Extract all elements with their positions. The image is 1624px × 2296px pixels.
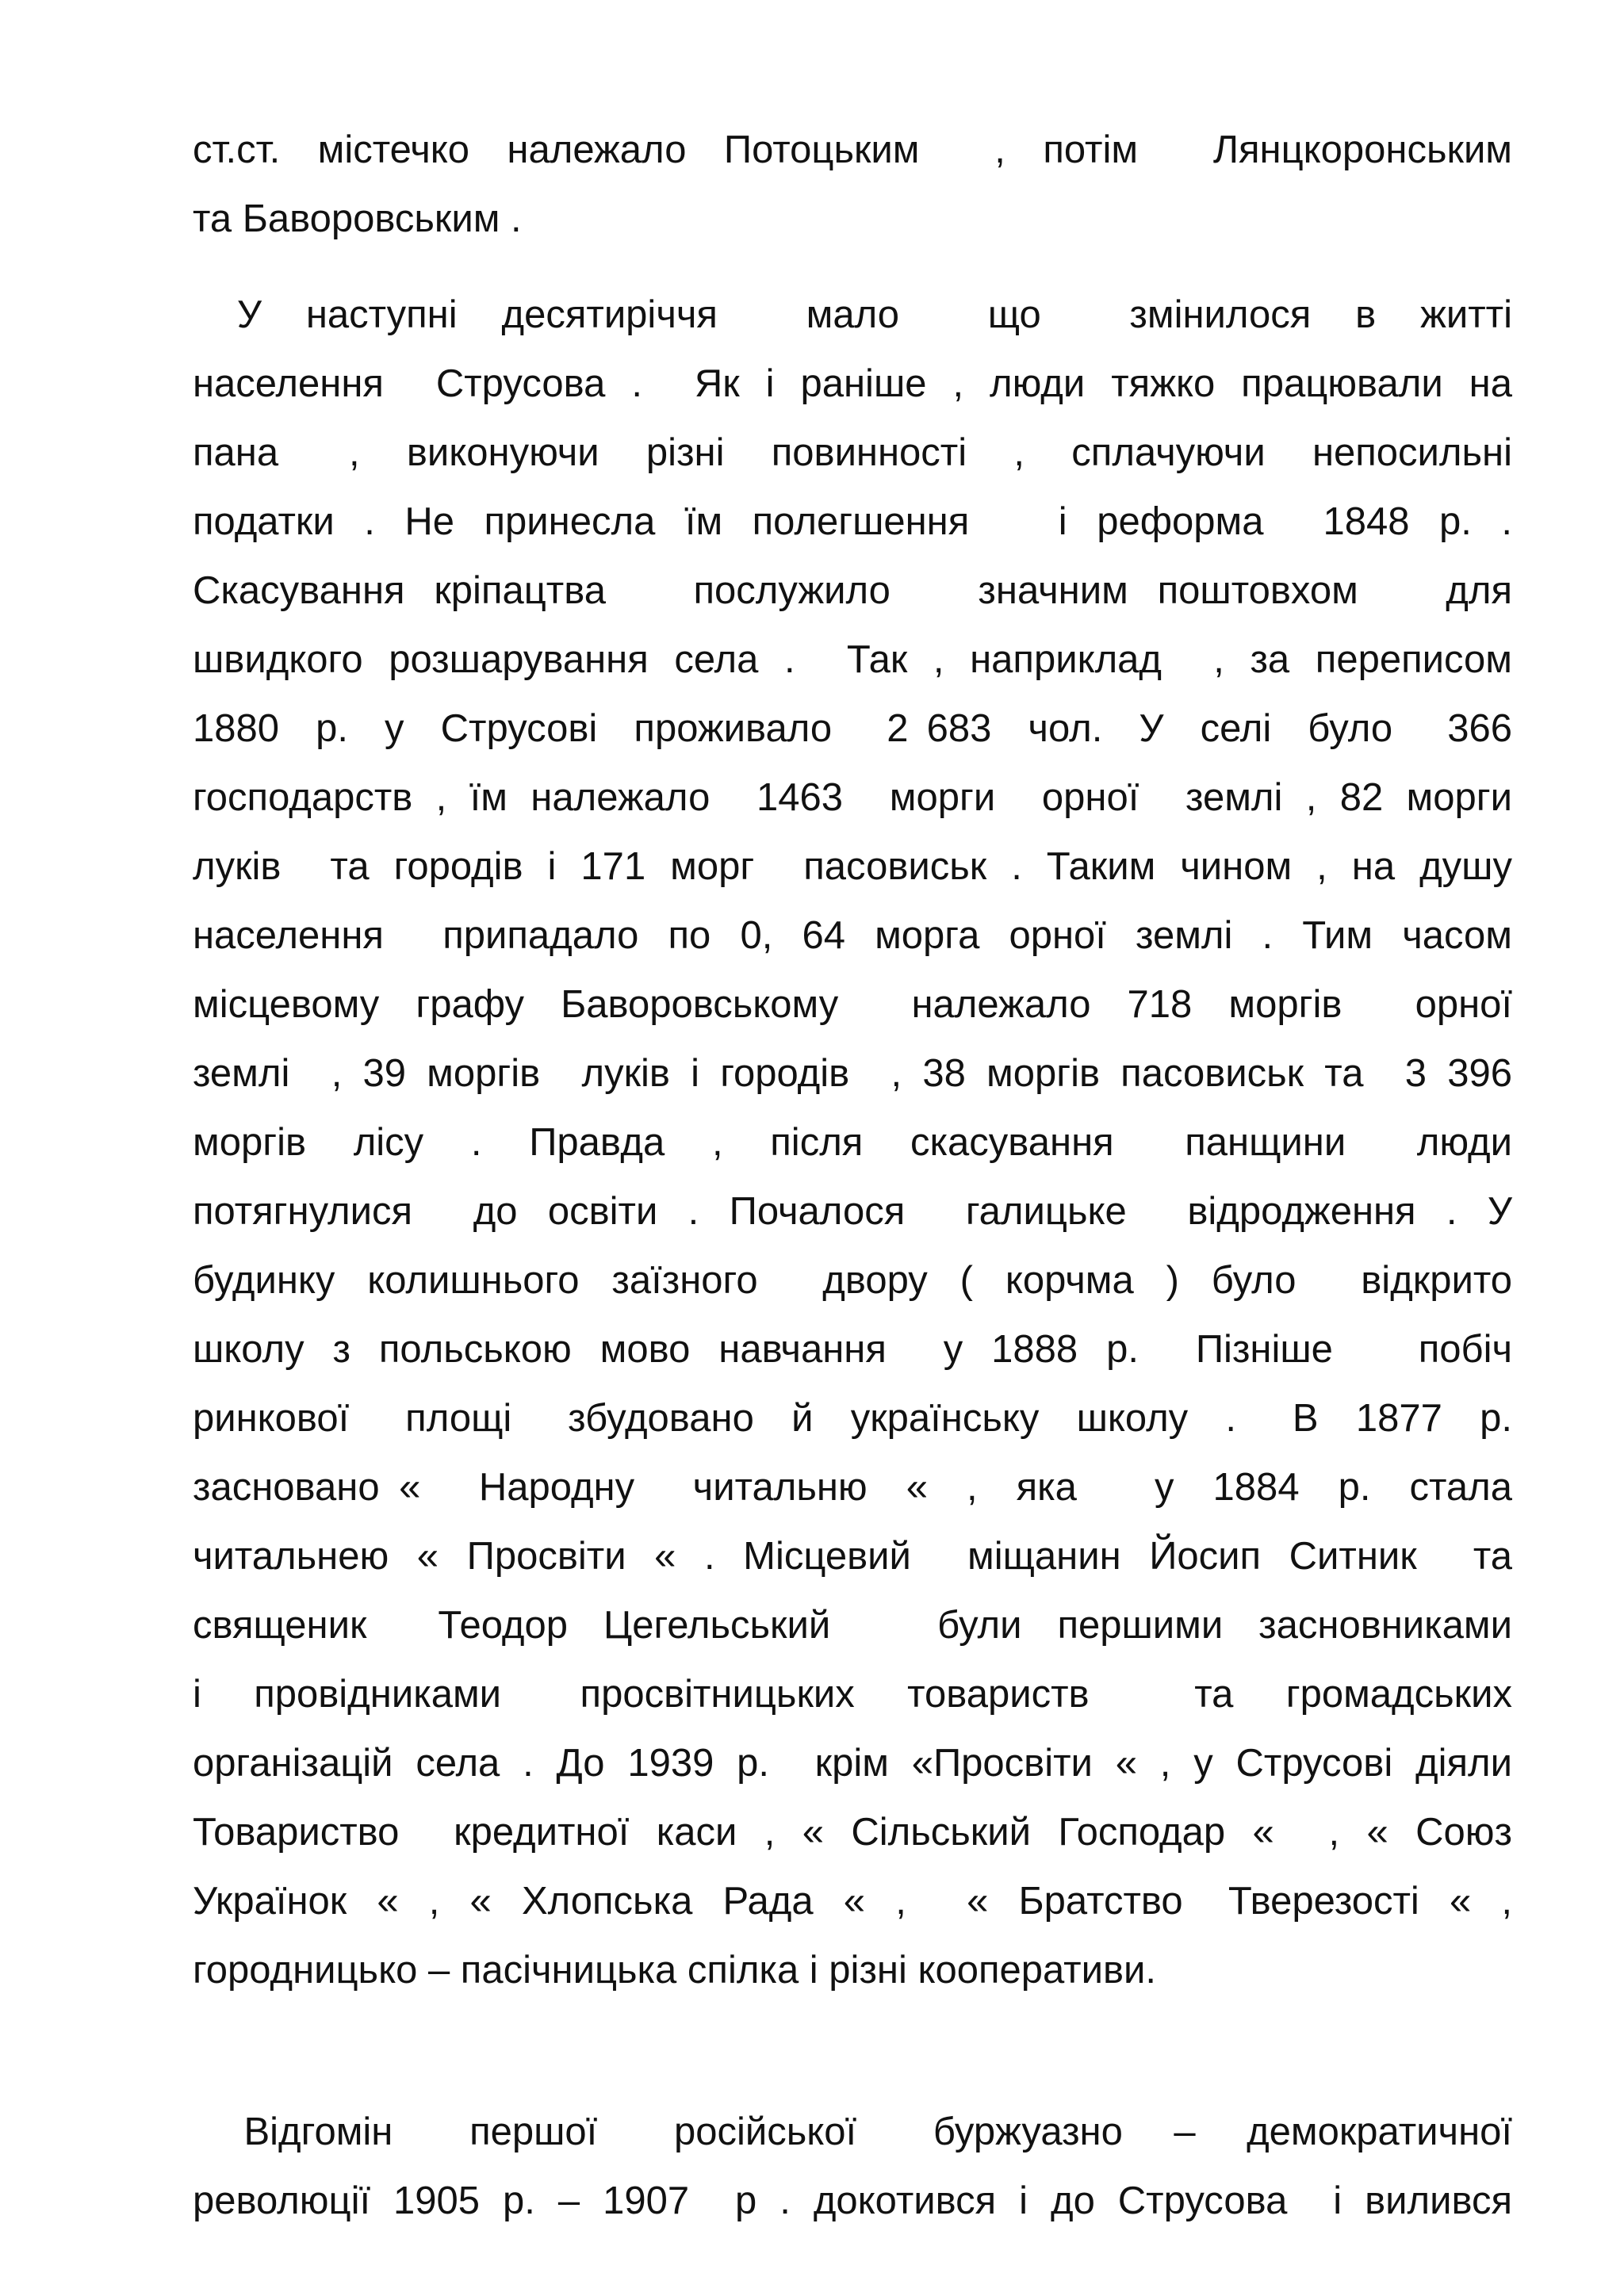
paragraph-1 bbox=[193, 116, 1512, 254]
text-line: будинку колишнього заїзного двору ( корчма ) було відкрито bbox=[193, 1259, 1512, 1302]
text-line: школу з польською мово навчання у 1888 р. Пізніше побіч bbox=[193, 1328, 1512, 1371]
text-line: Українок « , « Хлопська Рада « , « Братство Тверезості « , bbox=[193, 1880, 1512, 1923]
text-line: засновано « Народну читальню « , яка у 1884 р. стала bbox=[193, 1466, 1512, 1509]
text-line: пана , виконуючи різні повинності , сплачуючи непосильні bbox=[193, 431, 1512, 474]
text-line: землі , 39 моргів луків і городів , 38 моргів пасовиськ та 3 396 bbox=[193, 1052, 1512, 1095]
text-line: моргів лісу . Правда , після скасування панщини люди bbox=[193, 1121, 1512, 1164]
text-line: населення Струсова . Як і раніше , люди тяжко працювали на bbox=[193, 362, 1512, 405]
text-line: швидкого розшарування села . Так , наприклад , за переписом bbox=[193, 638, 1512, 681]
text-line: потягнулися до освіти . Почалося галицьке відродження . У bbox=[193, 1190, 1512, 1233]
text-line: Скасування кріпацтва послужило значним поштовхом для bbox=[193, 569, 1512, 612]
text-line: ринкової площі збудовано й українську школу . В 1877 р. bbox=[193, 1397, 1512, 1440]
text-line: священик Теодор Цегельський були першими засновниками bbox=[193, 1604, 1512, 1647]
text-line: Відгомін першої російської буржуазно – демократичної bbox=[193, 2110, 1512, 2153]
paragraph-3 bbox=[193, 2098, 1512, 2236]
text-line: населення припадало по 0, 64 морга орної землі . Тим часом bbox=[193, 914, 1512, 957]
text-line: господарств , їм належало 1463 морги орної землі , 82 морги bbox=[193, 776, 1512, 819]
text-line: У наступні десятиріччя мало що змінилося в житті bbox=[193, 293, 1512, 336]
text-line: луків та городів і 171 морг пасовиськ . Таким чином , на душу bbox=[193, 845, 1512, 888]
text-line: городницько – пасічницька спілка і різні кооперативи. bbox=[193, 1949, 1156, 1992]
text-line: місцевому графу Баворовському належало 718 моргів орної bbox=[193, 983, 1512, 1026]
text-line: читальнею « Просвіти « . Місцевий міщанин Йосип Ситник та bbox=[193, 1535, 1512, 1578]
text-line: Товариство кредитної каси , « Сільський Господар « , « Союз bbox=[193, 1811, 1512, 1854]
text-line: та Баворовським . bbox=[193, 197, 522, 240]
paragraph-2 bbox=[193, 281, 1512, 2005]
text-line: революції 1905 р. – 1907 р . докотився і до Струсова і вилився bbox=[193, 2179, 1512, 2222]
text-line: 1880 р. у Струсові проживало 2 683 чол. У селі було 366 bbox=[193, 707, 1512, 750]
text-line: ст.ст. містечко належало Потоцьким , потім Лянцкоронським bbox=[193, 128, 1512, 171]
text-line: податки . Не принесла їм полегшення і реформа 1848 р. . bbox=[193, 500, 1512, 543]
text-line: організацій села . До 1939 р. крім «Просвіти « , у Струсові діяли bbox=[193, 1742, 1512, 1785]
text-line: і провідниками просвітницьких товариств та громадських bbox=[193, 1673, 1512, 1716]
